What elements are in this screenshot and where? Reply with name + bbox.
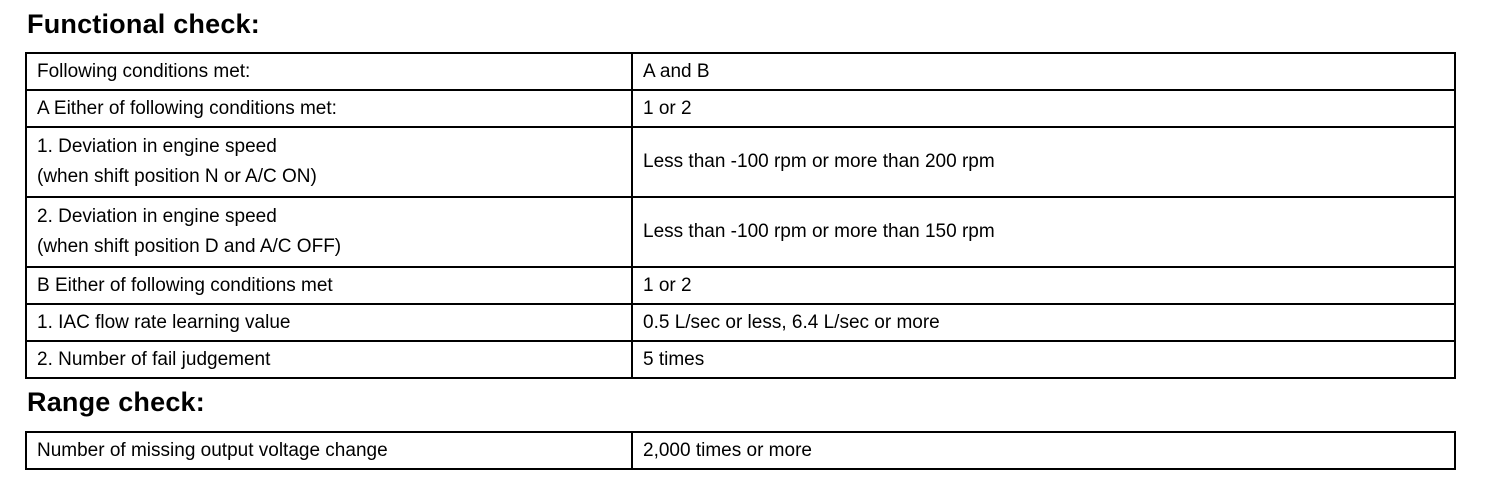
table-row (26, 53, 1455, 90)
value-cell: Less than -100 rpm or more than 150 rpm (632, 197, 1455, 267)
condition-cell (26, 197, 632, 267)
value-cell: 1 or 2 (632, 267, 1455, 304)
table-row (26, 341, 1455, 378)
table-row (26, 197, 1455, 267)
condition-text: 2. Number of fail judgement (37, 348, 271, 370)
condition-cell (26, 432, 632, 469)
value-cell: Less than -100 rpm or more than 200 rpm (632, 127, 1455, 197)
condition-cell (26, 341, 632, 378)
condition-cell (26, 90, 632, 127)
table-row (26, 432, 1455, 469)
condition-text: A Either of following conditions met: (37, 97, 337, 119)
value-cell: 1 or 2 (632, 90, 1455, 127)
value-cell: A and B (632, 53, 1455, 90)
condition-text: 1. IAC flow rate learning value (37, 311, 291, 333)
table-row (26, 267, 1455, 304)
functional-check-title: Functional check: (27, 9, 260, 39)
condition-subtext: (when shift position D and A/C OFF) (37, 236, 342, 257)
condition-cell (26, 267, 632, 304)
value-cell: 5 times (632, 341, 1455, 378)
condition-text: B Either of following conditions met (37, 274, 333, 296)
condition-subtext: (when shift position N or A/C ON) (37, 166, 317, 187)
condition-text: Number of missing output voltage change (37, 439, 388, 461)
range-check-table (25, 431, 1456, 470)
range-check-title: Range check: (27, 387, 205, 417)
table-row (26, 127, 1455, 197)
functional-check-table (25, 52, 1456, 379)
table-row (26, 90, 1455, 127)
value-cell: 0.5 L/sec or less, 6.4 L/sec or more (632, 304, 1455, 341)
condition-cell (26, 304, 632, 341)
value-cell: 2,000 times or more (632, 432, 1455, 469)
condition-text: 2. Deviation in engine speed (37, 206, 277, 227)
condition-text: 1. Deviation in engine speed (37, 136, 277, 157)
table-row (26, 304, 1455, 341)
condition-cell (26, 53, 632, 90)
condition-cell (26, 127, 632, 197)
condition-text: Following conditions met: (37, 60, 251, 82)
